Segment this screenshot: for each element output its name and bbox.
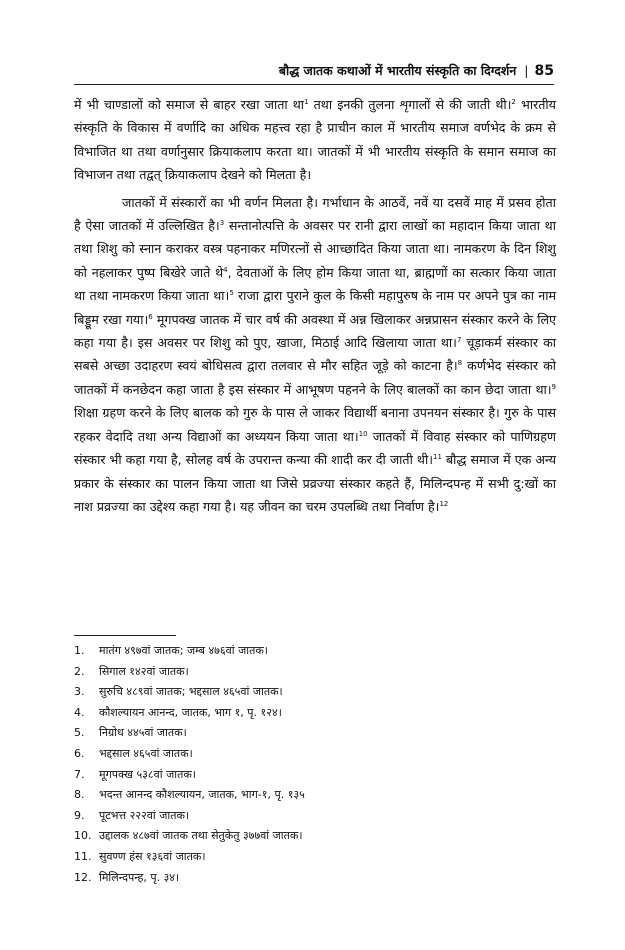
text-run: जातकों में विवाह संस्कार को पाणिग्रहण संस्कार भी कहा गया है, सोलह वर्ष के उपरान्त कन्या की शादी कर दी जाती थी। — [74, 428, 556, 468]
footnote-text: मिलिन्दपन्ह, पृ. ३४। — [99, 870, 180, 884]
footnote-number: 6. — [74, 746, 85, 760]
footnote-item — [74, 785, 556, 806]
footnote-ref-4: 4 — [223, 265, 228, 274]
footnote-text: सुरुचि ४८९वां जातक; भद्दसाल ४६५वां जातक। — [99, 685, 283, 699]
running-header — [74, 62, 554, 85]
text-run: भारतीय संस्कृति के विकास में वर्णादि का अधिक महत्त्व रहा है प्राचीन काल में भारतीय समाज वर्णभेद के क्रम से विभाजित था तथा वर्णानुसार क्रियाकलाप करता था। जातकों में भी भारतीय संस्कृति के समान समाज का विभाजन तथा तद्वत् क्रियाकलाप देखने को मिलता है। — [74, 97, 556, 183]
footnote-item — [74, 744, 556, 765]
footnote-text: उद्दालक ४८७वां जातक तथा सेतुकेतु ३७७वां जातक। — [99, 829, 303, 843]
footnote-item — [74, 765, 556, 786]
footnote-ref-1: 1 — [304, 97, 309, 106]
footnote-ref-2: 2 — [511, 97, 516, 106]
text-run: में भी चाण्डालों को समाज से बाहर रखा जाता था — [74, 97, 305, 112]
footnote-text: मातंग ४९७वां जातक; जम्ब ४७६वां जातक। — [99, 644, 268, 657]
paragraph-1 — [74, 93, 556, 187]
footnote-ref-12: 12 — [439, 499, 449, 508]
text-run: तथा इनकी तुलना शृगालों से की जाती थी। — [308, 97, 512, 112]
footnote-ref-7: 7 — [456, 335, 462, 344]
footnote-number: 1. — [74, 644, 85, 657]
footnote-number: 8. — [74, 788, 85, 802]
footnote-item — [74, 723, 556, 744]
footnote-number: 4. — [74, 705, 85, 719]
footnote-item — [74, 641, 556, 662]
header-title: बौद्ध जातक कथाओं में भारतीय संस्कृति का दिग्दर्शन — [278, 63, 517, 78]
footnote-ref-9: 9 — [551, 382, 556, 391]
footnote-number: 12. — [74, 870, 92, 884]
footnote-number: 3. — [74, 685, 85, 699]
text-run: शिक्षा ग्रहण करने के लिए बालक को गुरु के पास ले जाकर विद्यार्थी बनाना उपनयन संस्कार है। गुरु के पास रहकर वेदादि तथा अन्य विद्याओं का अध्ययन किया जाता था। — [74, 405, 556, 444]
footnote-text: सिगाल १४२वां जातक। — [99, 664, 189, 678]
text-run: , देवताओं के लिए होम किया जाता था, ब्राह्मणों का सत्कार किया जाता था तथा नामकरण किया जाता था। — [74, 264, 556, 304]
footnote-text: कौशल्यायन आनन्द, जातक, भाग १, पृ. १२४। — [99, 705, 282, 719]
footnote-ref-5: 5 — [229, 289, 234, 298]
text-run: कर्णभेद संस्कार को जातकों में कनछेदन कहा जाता है इस संस्कार में आभूषण पहनने के लिए बालकों का कान छेदा जाता था। — [74, 358, 556, 397]
footnote-number: 5. — [74, 726, 85, 740]
footnote-ref-11: 11 — [432, 452, 442, 461]
footnote-text: निग्रोध ४४५वां जातक। — [99, 726, 187, 740]
main-text — [74, 93, 556, 518]
footnote-ref-3: 3 — [219, 218, 225, 227]
footnote-ref-10: 10 — [358, 429, 368, 438]
footnote-number: 2. — [74, 664, 85, 678]
footnote-item — [74, 703, 556, 724]
footnote-item — [74, 682, 556, 703]
footnote-text: मूगपक्ख ५३८वां जातक। — [99, 767, 196, 781]
text-run: जातकों में संस्कारों का भी वर्णन मिलता है। गर्भाधान के आठवें, नवें या दसवें माह में प्रसव होता है ऐसा जातकों में उल्लिखित है। — [74, 194, 556, 234]
footnote-number: 7. — [74, 767, 85, 781]
footnote-number: 9. — [74, 808, 85, 822]
footnote-text: भदन्त आनन्द कौशल्यायन, जातक, भाग-१, पृ. १३५ — [99, 788, 305, 802]
footnote-text: पूटभत्त २२२वां जातक। — [99, 808, 190, 822]
footnote-item — [74, 806, 556, 827]
footnote-text: सुवण्ण हंस १३६वां जातक। — [99, 849, 206, 863]
footnote-number: 11. — [74, 849, 92, 863]
text-run: चूड़ाकर्म संस्कार का सबसे अच्छा उदाहरण स्वयं बोधिसत्व द्वारा तलवार से मौर सहित जूड़े को काटना है। — [74, 335, 557, 374]
footnotes-list — [74, 641, 556, 888]
header-separator: | — [524, 63, 529, 78]
text-run: सन्तानोत्पत्ति के अवसर पर रानी द्वारा लाखों का महादान किया जाता था तथा शिशु को स्नान कराकर वस्त्र पहनाकर मणिरत्नों से आच्छादित किया जाता था। नामकरण के दिन शिशु को नहलाकर पुष्प बिखेरे जाते थे — [74, 218, 556, 280]
footnote-item — [74, 662, 556, 683]
footnote-ref-6: 6 — [148, 312, 153, 321]
text-run: बौद्ध समाज में एक अन्य प्रकार के संस्कार का पालन किया जाता था जिसे प्रव्रज्या संस्कार कहते हैं, मिलिन्दपन्ह में सभी दु:खों का नाश प्रव्रज्या का उद्देश्य कहा गया है। यह जीवन का चरम उपलब्धि तथा निर्वाण है। — [74, 452, 556, 514]
footnote-item — [74, 868, 556, 889]
text-run: राजा द्वारा पुराने कुल के किसी महापुरुष के नाम पर अपने पुत्र का नाम बिड्डूम रखा गया। — [74, 288, 556, 327]
footnote-item — [74, 847, 556, 868]
text-run: मूगपक्ख जातक में चार वर्ष की अवस्था में अन्न खिलाकर अन्नप्रासन संस्कार करने के लिए कहा गया है। इस अवसर पर शिशु को पुए, खाजा, मिठाई आदि खिलाया जाता था। — [74, 311, 556, 351]
footnote-divider — [74, 635, 176, 636]
footnote-ref-8: 8 — [457, 359, 463, 368]
footnote-item — [74, 826, 556, 847]
paragraph-2 — [74, 191, 556, 519]
page-number: 85 — [534, 63, 554, 79]
footnote-text: भद्दसाल ४६५वां जातक। — [99, 746, 193, 760]
footnote-number: 10. — [74, 829, 92, 843]
